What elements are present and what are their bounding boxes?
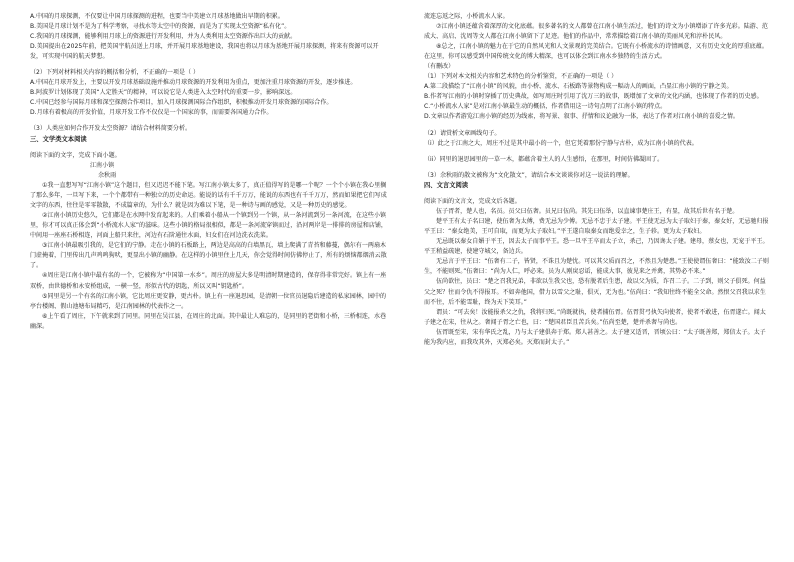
paragraph: D.月球有着极高的开发价值，月球开发工作不仅仅是一个国家的事，而需要各国通力合作。 — [30, 109, 273, 117]
paragraph: （2）请赏析文章画线句子。 — [424, 129, 501, 137]
left-column — [30, 12, 388, 332]
paragraph: ⑥上午看了周庄，下午就来到了同里。同里在吴江县，在周庄的北面。其中最让人难忘的，是同里的老街和小桥，三桥相连，水巷幽深。 — [30, 312, 387, 330]
paragraph: ⑤同里是另一个有名的江南小镇，它比周庄更安静，更古朴。镇上有一座退思园，是清朝一位官员退隐后建造的私家园林，园中的亭台楼阁、假山池塘布局精巧，是江南园林的代表作之一。 — [30, 292, 387, 310]
paragraph: （ii）同里的退思园里的一草一木，都蕴含着主人的人生感悟，在那里，时间仿佛凝固了。 — [424, 155, 664, 163]
paragraph: 无忌言于平王曰：“伍奢有二子，皆贤，不诛且为楚忧。可以其父质而召之，不然且为楚患。”王使使谓伍奢曰：“能致汝二子则生，不能则死。”伍奢曰：“尚为人仁，呼必来。员为人刚戾忍诟，能成大事，彼见来之并禽，其势必不来。” — [424, 258, 769, 276]
paragraph: 伍尚欲往，员曰：“楚之召我兄弟，非欲以生我父也，恐有脱者后生患，故以父为质，诈召二子。二子到，则父子俱死。何益父之死？往而令仇不得报耳。不如奔他国，借力以雪父之耻，俱灭，无为也。”伍尚曰：“我知往终不能全父命。然恨父召我以求生而不往，后不能雪耻，终为天下笑耳。” — [424, 278, 766, 306]
paragraph: C.“小桥流水人家”是对江南小镇最生动的概括，作者借用这一诗句点明了江南小镇的特点。 — [424, 103, 667, 111]
paragraph: （有删改） — [424, 63, 455, 71]
paragraph: B.阿波罗计划体现了美国“人定胜天”的精神，可以说它是人类进入太空时代的重要一步，影响深远。 — [30, 89, 297, 97]
paragraph: 流连忘返之际，小桥流水人家。 — [424, 13, 509, 20]
paragraph: 阅读下面的文字，完成下面小题。 — [30, 151, 121, 159]
paragraph: B.美国是月球计划不是为了科学考察，寻找水等太空中的资源，而是为了实现太空资源“私有化”。 — [30, 23, 291, 31]
paragraph: 阅读下面的文言文，完成文后各题。 — [424, 198, 521, 206]
paragraph: C.中国已经参与国际月球和深空探测合作项目，加入月球探测国际合作组织，积极推动开发月球资源的国际合作。 — [30, 99, 333, 107]
paragraph: B.作者写江南的小镇时穿插了历史典故，如写周庄时引用了沈万三的故事，既增加了文章的文化内涵，也体现了作者的历史感。 — [424, 93, 763, 101]
paragraph: ④周庄是江南小镇中最有名的一个，它被称为“中国第一水乡”。周庄的房屋大多是明清时期建造的，保存得非常完好。镇上有一座双桥，由世德桥和永安桥组成，一横一竖，形似古代的钥匙，所以又叫“钥匙桥”。 — [30, 272, 387, 290]
paragraph: （i）此之于江南之大，周庄不过是其中最小的一个，但它凭着那份宁静与古朴，成为江南小镇的代表。 — [424, 139, 698, 147]
paragraph: 谓员：“可去矣！汝能报杀父之仇，我将归死。”尚既就执，使者捕伍胥。伍胥贯弓执矢向使者，使者不敢进，伍胥遂亡。闻太子建之在宋，往从之。奢闻子胥之亡也，曰：“楚国君臣且苦兵矣。”伍尚至楚，楚并杀奢与尚也。 — [424, 308, 766, 326]
section-heading: 三、文学类文本阅读 — [30, 135, 87, 143]
paragraph: D.文章以作者游览江南小镇的经历为线索，将写景、叙事、抒情和议论融为一体，表达了作者对江南小镇的喜爱之情。 — [424, 113, 739, 121]
paragraph: ③江南小镇最吸引我的，是它们的宁静。走在小镇的石板路上，两边是高高的白墙黑瓦，墙上爬满了青苔和藤蔓，偶尔有一两扇木门虚掩着，门里传出几声鸡鸣狗吠，更显出小镇的幽静。在这样的小镇里住上几天，你会觉得时间仿佛停止了，所有的烦恼都烟消云散了。 — [30, 242, 387, 270]
paragraph: D.美国提出在2025年前，把美国宇航员送上月球，并开展月球基地建设，我国也将以月球为基地开展月球探测，将来有资源可以开发，可实现中国的航天梦想。 — [30, 43, 379, 61]
paragraph: （2）下列对材料相关内容的概括和分析，不正确的一项是（ ） — [30, 69, 200, 77]
paragraph: 伍胥既至宋，宋有华氏之乱，乃与太子建俱奔于郑。郑人甚善之。太子建又适晋，晋顷公曰：“太子既善郑，郑信太子。太子能为我内应，而我攻其外，灭郑必矣。灭郑而封太子。” — [424, 328, 766, 346]
paragraph: A.第二段描绘了“江南小镇”的风貌，由小桥、流水、石板路等景物构成一幅动人的画面，凸显江南小镇的宁静之美。 — [424, 83, 733, 91]
right-column — [424, 12, 770, 348]
paragraph: ①我一直想写写“江南小镇”这个题目，但又迟迟不能下笔。写江南小镇太多了，真正值得写的是哪一个呢？一个个小镇在我心里搁了那么多年，一旦写下来，一个个都带有一种独立的历史命运。能说的话有千千万万，能说的东西也有千千万万，然而如果把它们写成文字的东西，往往是零零散散，不成篇章的，为什么？就是因为难以下笔，是一种诗与画的感觉，又是一种历史的感觉。 — [30, 182, 387, 210]
paragraph: ②江南小镇历史悠久，它们都是在水网中发育起来的。人们乘着小船从一个镇到另一个镇，从一条河流到另一条河流，在这些小镇里，你才可以真正体会到“小桥流水人家”的滋味。这些小镇的格局很相似，都是一条河流穿镇而过，沿河两岸是一排排的房屋和店铺，中间用一座座石桥相连，河面上船只来往，河边有石阶通往水面，妇女们在河边洗衣洗菜。 — [30, 212, 387, 240]
paragraph: ⑧总之，江南小镇的魅力在于它的自然风光和人文景观的完美结合。它既有小桥流水的诗情画意，又有历史文化的厚重底蕴。在这里，你可以感受到中国传统文化的博大精深，也可以体会到江南水乡独特的生活方式。 — [424, 43, 768, 61]
article-author: 余秋雨 — [98, 172, 117, 180]
paragraph: C.我国的月球探测，能够利用月球上的资源进行开发利用，并为人类利用太空资源作出巨大的贡献。 — [30, 33, 297, 41]
article-title: 江南小镇 — [90, 161, 115, 169]
paragraph: A.中国的月球探测，不仅要让中国月球探测的进程，也要当中美建立月球基地做出早期的积累。 — [30, 13, 284, 20]
paragraph: A.中国在月球开发上，主要以开发月球基础设施并推动月球资源的开发利用为重点，更加注重月球资源的开发，逐步推进。 — [30, 79, 357, 87]
paragraph: 无忌既以秦女自媚于平王，因去太子而事平王。恐一旦平王卒而太子立，杀己，乃因谗太子建。建母，蔡女也，无宠于平王。平王稍益疏建，使建守城父，备边兵。 — [424, 238, 769, 256]
paragraph: （3）余秋雨的散文被称为“文化散文”，请结合本文谈谈你对这一说法的理解。 — [424, 171, 634, 179]
paragraph: （3）人类应如何合作开发太空资源？请结合材料简要分析。 — [30, 125, 192, 133]
section-heading: 四、文言文阅读 — [424, 181, 469, 189]
paragraph: ⑦江南小镇还蕴含着深厚的文化底蕴。很多著名的文人都曾在江南小镇生活过，他们的诗文为小镇增添了许多光彩。陆游、范成大、高启、沈周等文人都在江南小镇留下了足迹。他们的作品中，常常描绘着江南小镇的美丽风光和淳朴民风。 — [424, 23, 768, 41]
paragraph: 伍子胥者，楚人也，名员。员父曰伍奢。员兄曰伍尚。其先曰伍举，以直谏事楚庄王，有显，故其后世有名于楚。 — [436, 208, 739, 216]
paragraph: （1）下列对本文相关内容和艺术特色的分析鉴赏，不正确的一项是（ ） — [424, 73, 618, 81]
paragraph: 楚平王有太子名曰建，使伍奢为太傅，费无忌为少傅。无忌不忠于太子建。平王使无忌为太子取妇于秦，秦女好，无忌驰归报平王曰：“秦女绝美，王可自取，而更为太子取妇。”平王遂自取秦女而绝爱幸之，生子轸。更为太子取妇。 — [424, 218, 769, 236]
